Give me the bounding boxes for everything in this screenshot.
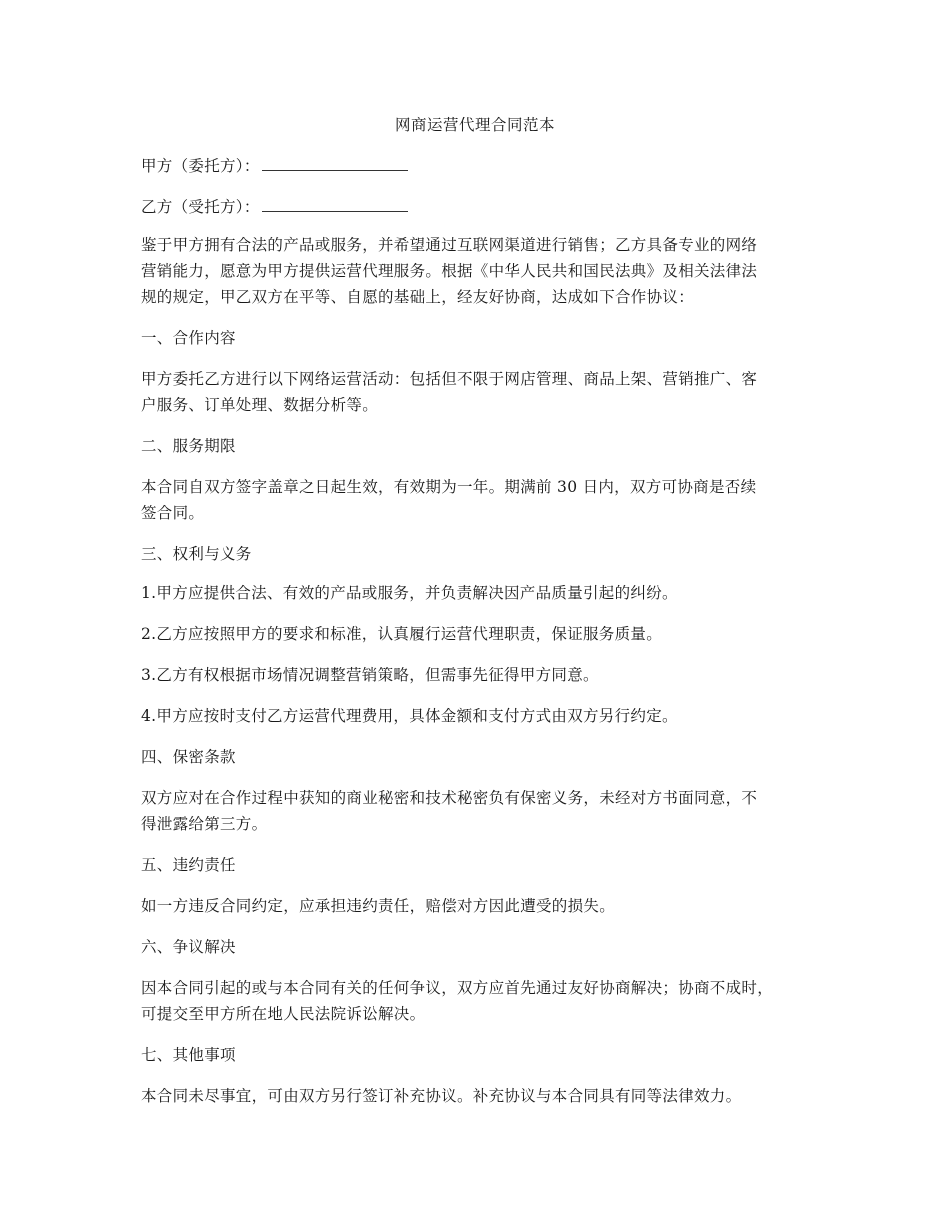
section-body-line: 可提交至甲方所在地人民法院诉讼解决。 <box>141 1005 426 1023</box>
section-body-line: 签合同。 <box>141 504 205 522</box>
party-b-line <box>141 194 831 220</box>
section-body-line: 因本合同引起的或与本合同有关的任何争议，双方应首先通过友好协商解决；协商不成时， <box>141 979 774 997</box>
document-title: 网商运营代理合同范本 <box>394 116 555 134</box>
section-heading: 四、保密条款 <box>141 748 236 766</box>
list-item: 3.乙方有权根据市场情况调整营销策略，但需事先征得甲方同意。 <box>141 666 599 684</box>
preamble-line: 营销能力，愿意为甲方提供运营代理服务。根据《中华人民共和国民法典》及相关法律法 <box>141 262 758 280</box>
section-body-line: 得泄露给第三方。 <box>141 815 268 833</box>
list-item: 2.乙方应按照甲方的要求和标准，认真履行运营代理职责，保证服务质量。 <box>141 625 662 643</box>
party-a-line <box>141 153 831 179</box>
section-body-line: 双方应对在合作过程中获知的商业秘密和技术秘密负有保密义务，未经对方书面同意，不 <box>141 789 758 807</box>
party-b-blank <box>262 195 408 212</box>
section-heading: 五、违约责任 <box>141 856 236 874</box>
section-heading: 三、权利与义务 <box>141 545 252 563</box>
section-heading: 二、服务期限 <box>141 437 236 455</box>
section-body-line: 户服务、订单处理、数据分析等。 <box>141 396 379 414</box>
party-a-blank <box>262 154 408 171</box>
section-body-line: 甲方委托乙方进行以下网络运营活动：包括但不限于网店管理、商品上架、营销推广、客 <box>141 370 758 388</box>
section-body-line: 本合同未尽事宜，可由双方另行签订补充协议。补充协议与本合同具有同等法律效力。 <box>141 1087 742 1105</box>
list-item: 4.甲方应按时支付乙方运营代理费用，具体金额和支付方式由双方另行约定。 <box>141 707 678 725</box>
list-item: 1.甲方应提供合法、有效的产品或服务，并负责解决因产品质量引起的纠纷。 <box>141 584 678 602</box>
section-heading: 一、合作内容 <box>141 329 236 347</box>
section-heading: 七、其他事项 <box>141 1046 236 1064</box>
section-body-line: 如一方违反合同约定，应承担违约责任，赔偿对方因此遭受的损失。 <box>141 897 616 915</box>
party-a-label: 甲方（委托方）： <box>141 157 260 175</box>
party-b-label: 乙方（受托方）： <box>141 198 260 216</box>
preamble-line: 规的规定，甲乙双方在平等、自愿的基础上，经友好协商，达成如下合作协议： <box>141 288 695 306</box>
section-body-line: 本合同自双方签字盖章之日起生效，有效期为一年。期满前 30 日内，双方可协商是否续 <box>141 478 757 496</box>
preamble-line: 鉴于甲方拥有合法的产品或服务，并希望通过互联网渠道进行销售；乙方具备专业的网络 <box>141 236 758 254</box>
section-heading: 六、争议解决 <box>141 938 236 956</box>
